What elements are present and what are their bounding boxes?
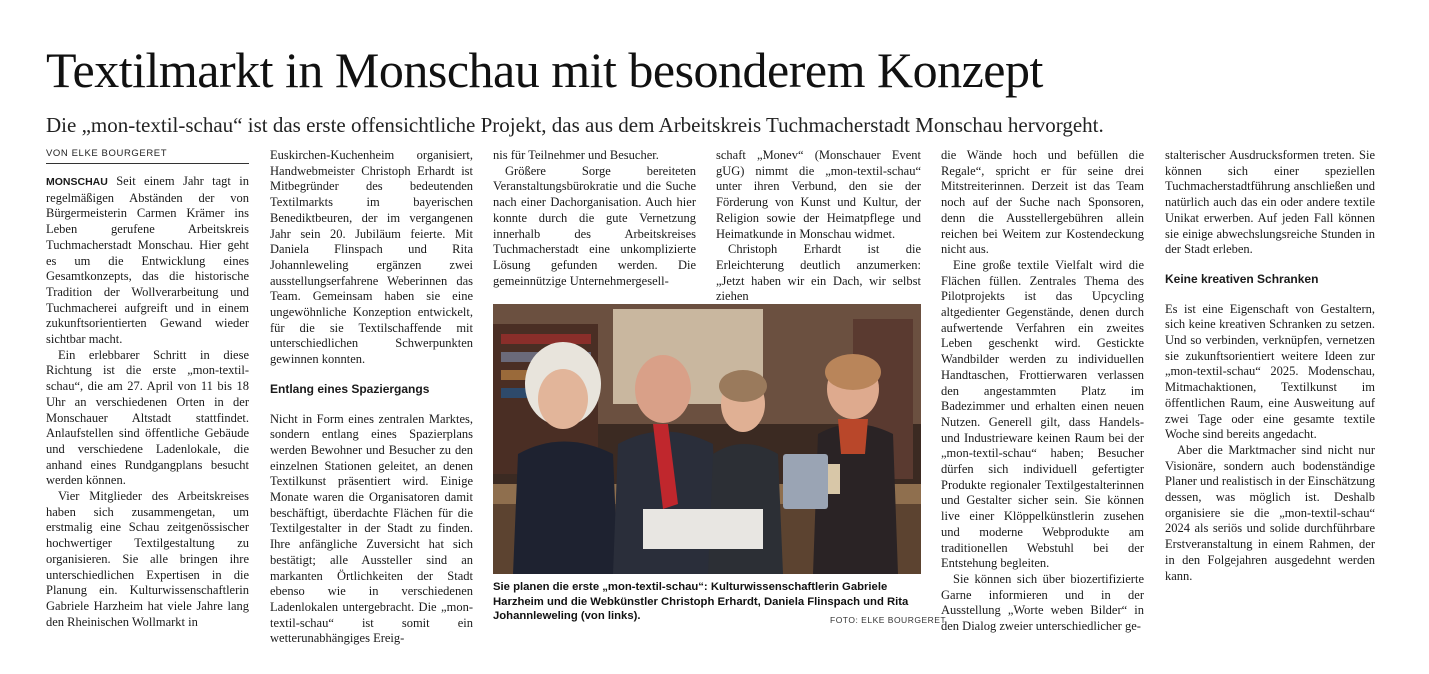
paragraph: Vier Mitglieder des Arbeitskreises haben sich zusammengetan, um erstmalig eine Schau zeitgenössischer hochwertiger Textilgestaltung zu organisieren. Sie alle bringen ihre unterschiedlichen Expertisen in die Planung ein. Kulturwissenschaftlerin Gabriele Harzheim hat viele Jahre lang den Rheinischen Wollmarkt in: [46, 489, 249, 629]
paragraph: [46, 174, 249, 348]
photo-illustration: [493, 304, 921, 574]
article-column-2: [270, 148, 473, 647]
paragraph: stalterischer Ausdrucksformen treten. Sie können sich einer speziellen Tuchmacherstadtführung anschließen und natürlich auch das ein oder andere textile Unikat erwerben. Auf jeden Fall können sie einige abwechslungsreiche Stunden in der Stadt erleben.: [1165, 148, 1375, 257]
paragraph: Größere Sorge bereiteten Veranstaltungsbürokratie und die Suche nach einer Dachorganisation. Auch hier konnte durch die gute Vernetzung innerhalb des Arbeitskreises Tuchmacherstadt eine unkomplizierte Lösung gefunden werden. Die gemeinnützige Unternehmergesell-: [493, 163, 696, 288]
paragraph: Eine große textile Vielfalt wird die Flächen füllen. Zentrales Thema des Pilotprojekts ist das Upcycling altgedienter Gegenstände, denen durch aufwertende Verfahren ein zweites Leben geschenkt wird. Gestickte Wandbilder werden zu individuellen Handtaschen, Frottierwaren verlassen den angestammten Platz im Badezimmer und erhalten einen neuen Nutzen. Generell gilt, dass Handels- und Industrieware keinen Raum bei der „mon-textil-schau“ haben; Besucher dürfen sich individuell gefertigter Produkte regionaler Textilgestalterinnen und Gestalter sicher sein. Sie können live einer Klöppelkünstlerin zusehen und moderne Webprodukte am traditionellen Webstuhl bei der Entstehung begleiten.: [941, 257, 1144, 571]
article-column-3: [493, 148, 696, 289]
article-photo: [493, 304, 921, 574]
paragraph-text: Seit einem Jahr tagt in regelmäßigen Abständen der von Bürgermeisterin Carmen Krämer ins Leben gerufene Arbeitskreis Tuchmacherstadt Monschau. Hier geht es um die Entwicklung eines Gesamtkonzepts, das die historische Tradition der Wollverarbeitung und Tuchmacherei aufgreift und in einem zukunftsorientierten Gewand wieder sichtbar macht.: [46, 174, 249, 347]
photo-caption: Sie planen die erste „mon-textil-schau“: Kulturwissenschaftlerin Gabriele Harzheim und die Webkünstler Christoph Erhardt, Daniela Flinspach und Rita Johannleweling (von links).: [493, 581, 909, 622]
paragraph: die Wände hoch und befüllen die Regale“, spricht er für seine drei Mitstreiterinnen. Derzeit ist das Team noch auf der Suche nach Sponsoren, denn die Ausstellergebühren allein reichen bei Weitem zur Kostendeckung nicht aus.: [941, 148, 1144, 257]
paragraph: nis für Teilnehmer und Besucher.: [493, 148, 659, 162]
article-column-6: [1165, 148, 1375, 584]
article-column-5: [941, 148, 1144, 635]
article-column-1: [46, 174, 249, 630]
paragraph: Sie können sich über biozertifizierte Garne informieren und in der Ausstellung „Worte weben Bilder“ in den Dialog zweier unterschiedlicher ge-: [941, 571, 1144, 634]
headline: Textilmarkt in Monschau mit besonderem Konzept: [46, 42, 1043, 98]
paragraph: Christoph Erhardt ist die Erleichterung deutlich anzumerken: „Jetzt haben wir ein Dach, wir selbst ziehen: [716, 242, 921, 304]
photo-credit: FOTO: ELKE BOURGERET: [830, 615, 947, 625]
section-heading: Entlang eines Spaziergangs: [270, 381, 430, 396]
section-heading: Keine kreativen Schranken: [1165, 271, 1319, 286]
subheadline: Die „mon-textil-schau“ ist das erste offensichtliche Projekt, das aus dem Arbeitskreis Tuchmacherstadt Monschau hervorgeht.: [46, 113, 1104, 137]
dateline: MONSCHAU: [46, 176, 108, 188]
article-column-4: [716, 148, 921, 305]
paragraph: Nicht in Form eines zentralen Marktes, sondern entlang eines Spazierplans werden Bewohner und Besucher zu den einzelnen Stationen geleitet, an denen Textilkunst präsentiert wird. Einige Monate waren die Organisatoren damit beschäftigt, überdachte Flächen für die Textilgestalter in der Stadt zu finden. Ihre anfängliche Zuversicht hat sich bestätigt; alle Aussteller sind an markanten Örtlichkeiten der Stadt ebenso wie in verschiedenen Ladenlokalen untergebracht. Die „mon-textil-schau“ ist somit ein wetterunabhängiges Ereig-: [270, 411, 473, 646]
paragraph: Es ist eine Eigenschaft von Gestaltern, sich keine kreativen Schranken zu setzen. Und so verbinden, verknüpfen, vernetzen sie zukunftsorientiert weitere Ideen zur „mon-textil-schau“ 2025. Modenschau, Mitmachaktionen, Textilkunst im öffentlichen Raum, eine Ausweitung auf zwei Tage oder eine gesamte textile Woche sind bereits angedacht.: [1165, 301, 1375, 442]
paragraph: schaft „Monev“ (Monschauer Event gUG) nimmt die „mon-textil-schau“ unter ihren Verbund, den sie der Förderung von Kunst und Kultur, der Religion sowie der Heimatpflege und Heimatkunde in Monschau widmet.: [716, 148, 921, 241]
paragraph: Aber die Marktmacher sind nicht nur Visionäre, sondern auch bodenständige Planer und realistisch in der Einschätzung dessen, was möglich ist. Deshalb organisiere sie die „mon-textil-schau“ 2024 als seriös und solide durchführbare Erstveranstaltung in einem Rahmen, der in den Folgejahren ausgedehnt werden kann.: [1165, 442, 1376, 583]
byline: VON ELKE BOURGERET: [46, 148, 249, 164]
paragraph: Ein erlebbarer Schritt in diese Richtung ist die erste „mon-textil-schau“, die am 27. April von 11 bis 18 Uhr an verschiedenen Orten in der Monschauer Altstadt stattfindet. Anlaufstellen sind öffentliche Gebäude und verschiedene Ladenlokale, die anhand eines Rundgangplans besucht werden können.: [46, 347, 249, 488]
paragraph: Euskirchen-Kuchenheim organisiert, Handwebmeister Christoph Erhardt ist Mitbegründer des bedeutenden Textilmarkts im bayerischen Benediktbeuren, der im vergangenen Jahr sein 20. Jubiläum feierte. Mit Daniela Flinspach und Rita Johannleweling ergänzen zwei ausstellungserfahrene Weberinnen das Team. Gemeinsam haben sie eine ungewöhnliche Konzeption entwickelt, für die sie Textilschaffende mit unterschiedlichen Schwerpunkten gewinnen konnten.: [270, 148, 473, 367]
